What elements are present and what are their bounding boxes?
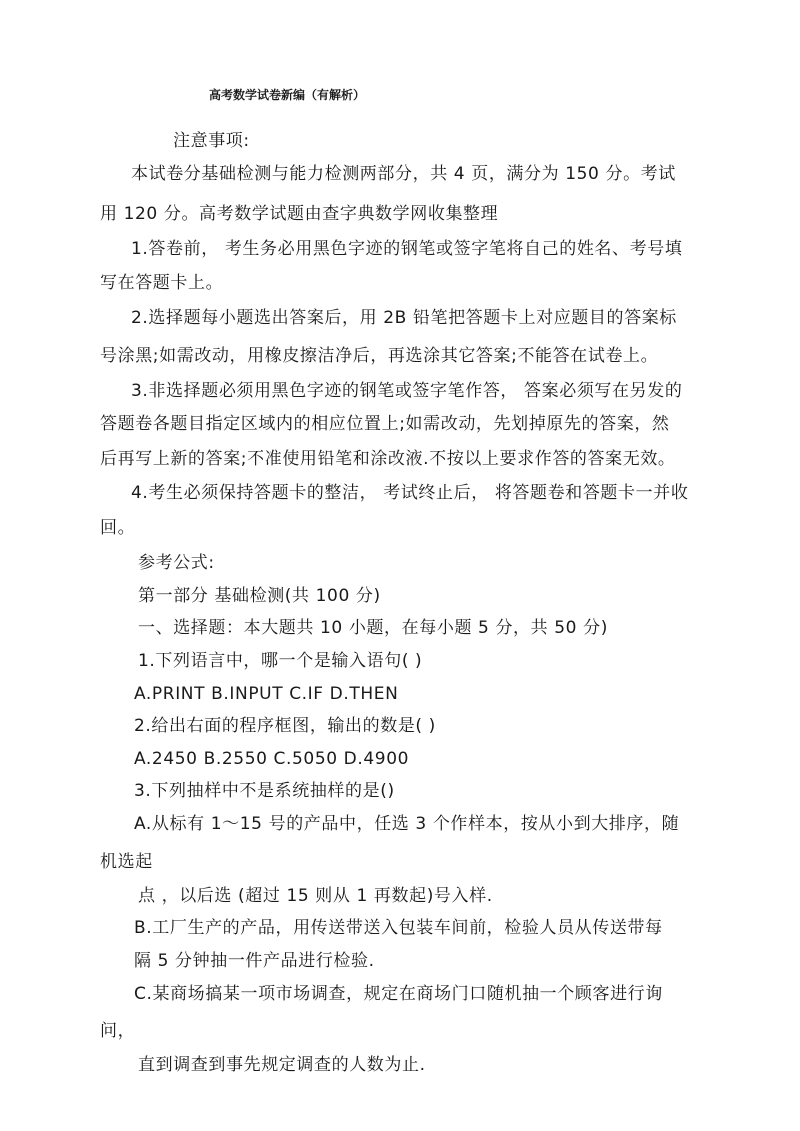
section-instructions: 一、选择题：本大题共 10 小题，在每小题 5 分，共 50 分) bbox=[138, 618, 608, 638]
text-line: 点 ，以后选 (超过 15 则从 1 再数起)号入样. bbox=[138, 886, 493, 906]
section-heading: 第一部分 基础检测(共 100 分) bbox=[138, 586, 381, 606]
question-3-option-c: C.某商场搞某一项市场调查，规定在商场门口随机抽一个顾客进行询 bbox=[134, 984, 663, 1004]
text-line: 问， bbox=[100, 1021, 136, 1041]
text-line: 号涂黑;如需改动，用橡皮擦洁净后，再选涂其它答案;不能答在试卷上。 bbox=[100, 346, 659, 366]
text-line: 本试卷分基础检测与能力检测两部分，共 4 页，满分为 150 分。考试 bbox=[131, 164, 676, 184]
text-line: 机选起 bbox=[100, 852, 153, 872]
text-line: 2.选择题每小题选出答案后，用 2B 铅笔把答题卡上对应题目的答案标 bbox=[131, 308, 677, 328]
text-line: 1.答卷前， 考生务必用黑色字迹的钢笔或签字笔将自己的姓名、考号填 bbox=[131, 239, 683, 259]
text-line: 隔 5 分钟抽一件产品进行检验. bbox=[134, 951, 375, 971]
text-line: 3.非选择题必须用黑色字迹的钢笔或签字笔作答， 答案必须写在另发的 bbox=[131, 381, 683, 401]
question-2: 2.给出右面的程序框图，输出的数是( ) bbox=[134, 716, 436, 736]
question-3-option-a: A.从标有 1～15 号的产品中，任选 3 个作样本，按从小到大排序，随 bbox=[134, 814, 680, 834]
text-line: 参考公式: bbox=[138, 553, 215, 573]
question-1: 1.下列语言中，哪一个是输入语句( ) bbox=[138, 651, 423, 671]
text-line: 答题卷各题目指定区域内的相应位置上;如需改动，先划掉原先的答案，然 bbox=[100, 414, 670, 434]
question-2-options: A.2450 B.2550 C.5050 D.4900 bbox=[134, 749, 410, 769]
text-line: 写在答题卡上。 bbox=[100, 273, 224, 293]
text-line: 回。 bbox=[100, 518, 136, 538]
text-line: 后再写上新的答案;不准使用铅笔和涂改液.不按以上要求作答的答案无效。 bbox=[100, 449, 676, 469]
question-3: 3.下列抽样中不是系统抽样的是() bbox=[134, 781, 395, 801]
notice-heading: 注意事项: bbox=[173, 131, 250, 151]
text-line: 4.考生必须保持答题卡的整洁， 考试终止后， 将答题卷和答题卡一并收 bbox=[131, 483, 689, 503]
question-3-option-b: B.工厂生产的产品，用传送带送入包装车间前，检验人员从传送带每 bbox=[134, 918, 663, 938]
text-line: 直到调查到事先规定调查的人数为止. bbox=[138, 1055, 426, 1075]
document-title: 高考数学试卷新编（有解析） bbox=[209, 88, 366, 102]
question-1-options: A.PRINT B.INPUT C.IF D.THEN bbox=[134, 684, 399, 704]
text-line: 用 120 分。高考数学试题由查字典数学网收集整理 bbox=[100, 204, 499, 224]
